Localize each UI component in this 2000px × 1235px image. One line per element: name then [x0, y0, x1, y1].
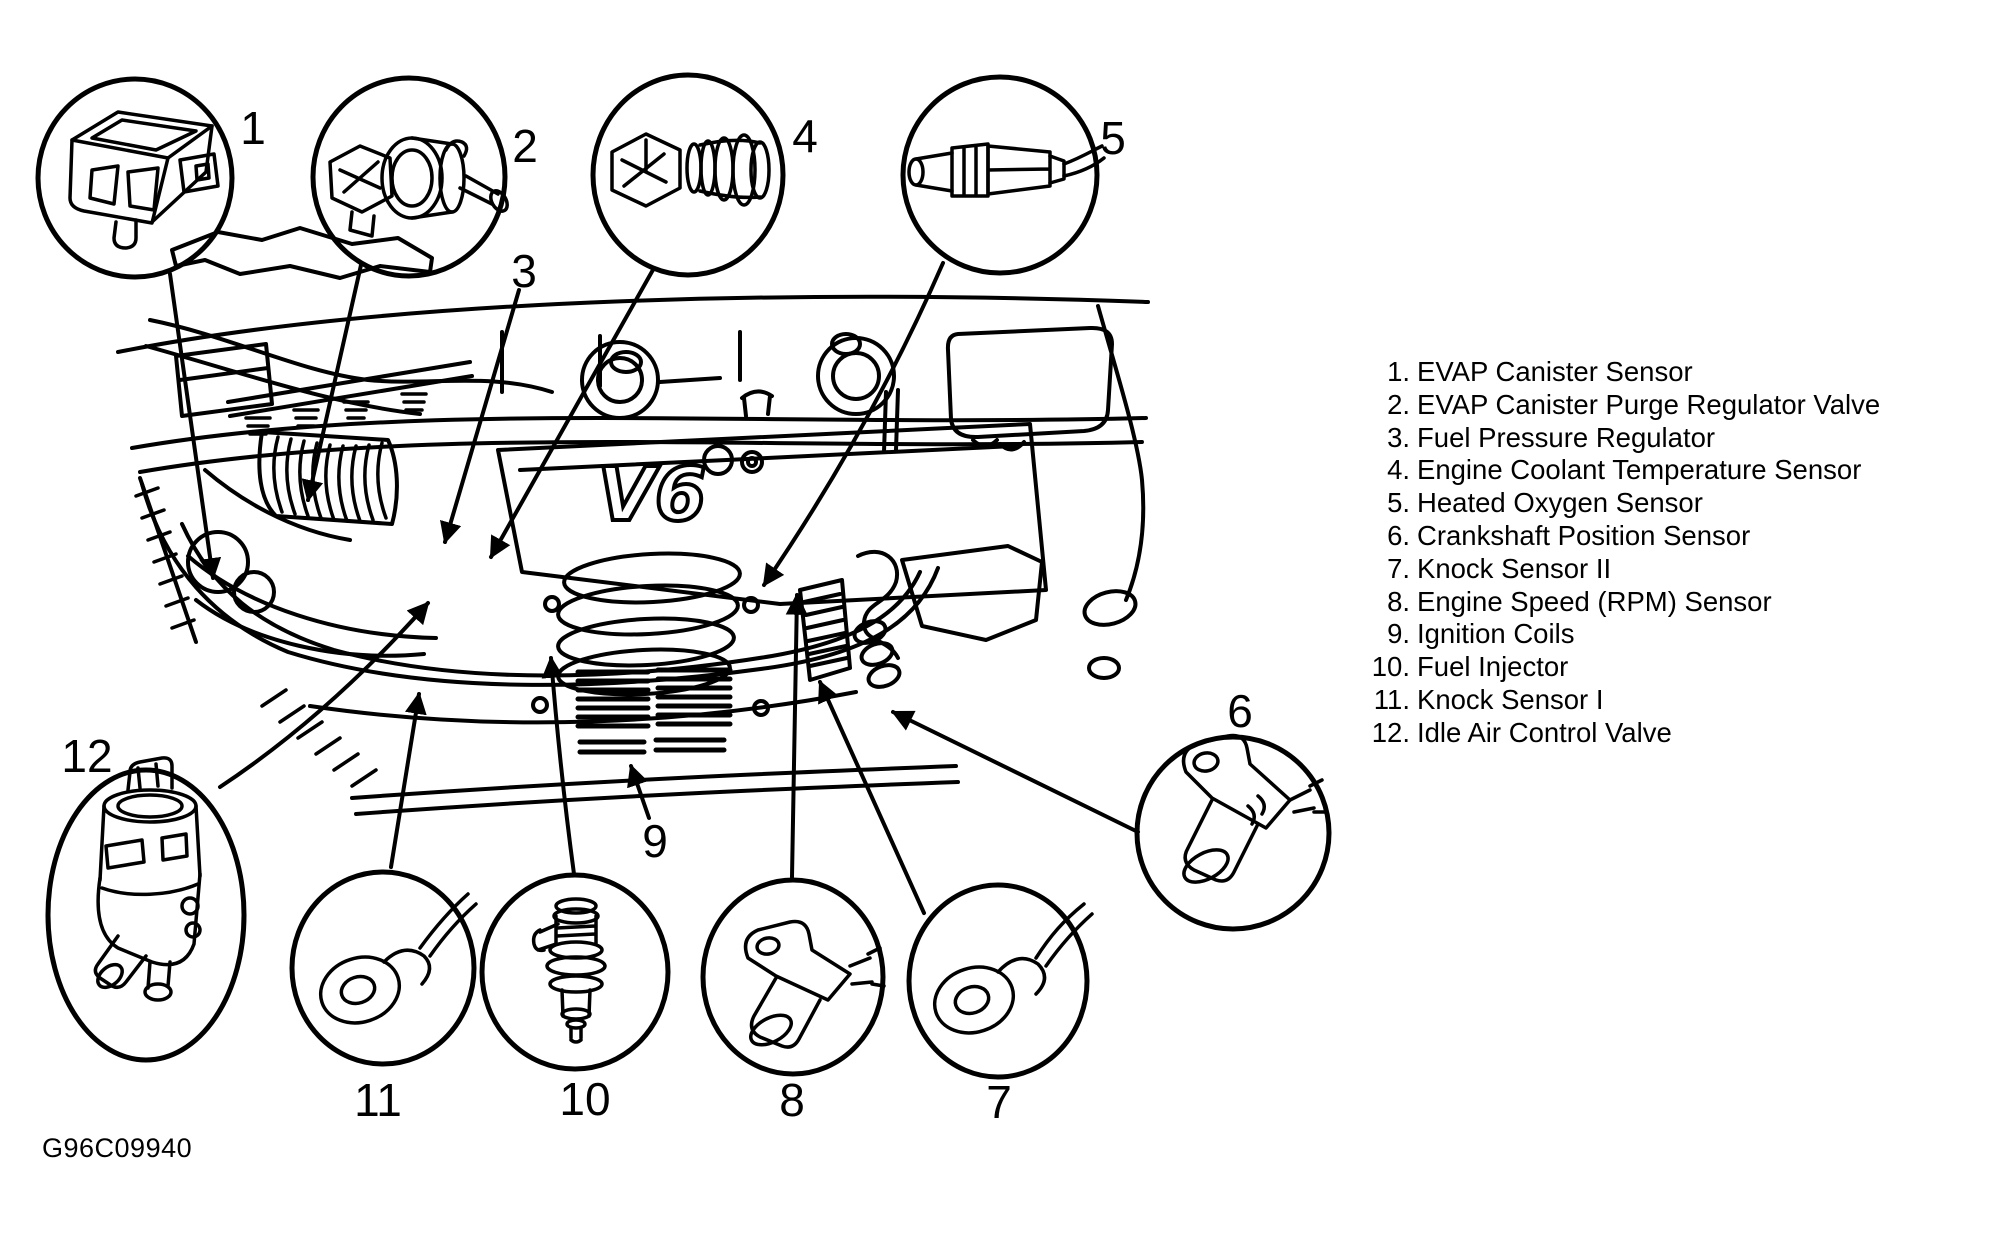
engine-cover-ridge	[520, 446, 1014, 470]
intake-boot-ribs	[274, 437, 386, 521]
leader-line-11	[391, 694, 419, 867]
knock-sensor-2-sketch	[926, 904, 1092, 1043]
sketch-line	[988, 146, 1050, 194]
sketch-line	[106, 834, 187, 868]
sketch-line	[554, 909, 598, 923]
callout-number-10: 10	[559, 1073, 611, 1125]
sketch-line	[350, 212, 374, 236]
sketch-line	[952, 144, 988, 196]
evap-canister-sensor-sketch	[70, 112, 218, 248]
sketch-line	[145, 984, 171, 1000]
legend-item-label: Heated Oxygen Sensor	[1417, 487, 1703, 519]
callout-1-evap-canister-sensor	[38, 79, 232, 277]
sketch-line	[701, 141, 715, 195]
legend-item-number: 2.	[1387, 388, 1410, 420]
oil-cap	[611, 352, 641, 372]
leader-line-7	[820, 682, 924, 913]
right-body-edge	[1098, 306, 1143, 600]
lower-support-hatch	[262, 690, 376, 786]
cover-circle-small	[742, 452, 762, 472]
legend-item-label: EVAP Canister Sensor	[1417, 356, 1693, 387]
leader-line-10	[551, 658, 574, 874]
sketch-line	[180, 154, 218, 192]
callout-11-knock-sensor-1	[292, 872, 476, 1064]
idle-air-control-valve-sketch	[93, 758, 200, 1000]
legend-item-label: Engine Speed (RPM) Sensor	[1417, 585, 1772, 617]
legend-item-9	[1366, 618, 1966, 651]
sketch-line	[114, 220, 136, 248]
sketch-line	[926, 957, 1022, 1043]
sketch-line	[340, 162, 380, 192]
legend-item-number: 8.	[1387, 585, 1410, 617]
callout-circle-6	[1137, 737, 1329, 929]
legend-item-label: EVAP Canister Purge Regulator Valve	[1417, 388, 1881, 420]
legend-item-11	[1366, 684, 1966, 717]
callout-10-fuel-injector	[482, 875, 668, 1069]
callout-number-3: 3	[511, 245, 537, 297]
callout-circle-7	[909, 885, 1087, 1077]
legend-item-4	[1366, 454, 1966, 487]
intake-runner-1	[563, 549, 741, 606]
callout-number-6: 6	[1227, 685, 1253, 737]
sketch-line	[392, 150, 432, 206]
callout-circle-10	[482, 875, 668, 1069]
legend-item-number: 11.	[1373, 683, 1410, 715]
callout-number-5: 5	[1100, 112, 1126, 164]
sketch-line	[756, 936, 780, 956]
washer-filler-neck	[742, 391, 772, 416]
callout-8-engine-speed-sensor	[703, 880, 884, 1074]
legend-item-number: 1.	[1387, 356, 1410, 387]
callout-6-crankshaft-position-sensor	[1137, 736, 1329, 930]
right-bracket-hole-small	[1089, 658, 1119, 678]
legend-item-number: 12.	[1371, 716, 1410, 748]
sketch-line	[312, 947, 408, 1033]
cover-circle-small-center	[748, 458, 756, 466]
sketch-line	[715, 138, 733, 200]
figure-code: G96C09940	[42, 1133, 193, 1163]
legend-item-label: Fuel Injector	[1417, 651, 1569, 683]
sketch-line	[338, 972, 378, 1007]
legend-item-12	[1366, 717, 1966, 750]
legend-item-1	[1366, 356, 1966, 389]
sketch-line	[567, 1020, 585, 1028]
legend-item-label: Ignition Coils	[1417, 618, 1575, 650]
sketch-line	[952, 982, 992, 1017]
legend-item-number: 7.	[1387, 552, 1410, 584]
coil-grille-strips	[580, 740, 724, 752]
sketch-line	[186, 923, 200, 937]
legend-item-number: 6.	[1387, 519, 1410, 551]
legend-item-number: 10.	[1371, 651, 1410, 683]
oxygen-sensor-sketch	[909, 144, 1104, 196]
fuel-injector-sketch	[534, 899, 605, 1042]
sketch-line	[622, 140, 666, 186]
leader-line-8	[792, 595, 797, 877]
sketch-line	[752, 978, 820, 1047]
sketch-line	[1193, 751, 1220, 773]
engine-cover-v6-text: V6	[597, 452, 707, 538]
sketch-line	[909, 159, 923, 185]
legend-item-label: Knock Sensor I	[1417, 683, 1604, 715]
leader-line-9	[631, 766, 649, 818]
sketch-line	[746, 922, 850, 1001]
sketch-line	[550, 976, 602, 992]
callout-circle-11	[292, 872, 474, 1064]
callout-number-8: 8	[779, 1074, 805, 1126]
callout-number-7: 7	[986, 1076, 1012, 1128]
engine-cover-outline	[498, 424, 1046, 604]
strut-tower-inner	[833, 353, 879, 399]
legend-item-8	[1366, 586, 1966, 619]
legend-item-number: 9.	[1387, 618, 1410, 650]
callout-12-idle-air-control-valve	[48, 758, 244, 1060]
callout-number-11: 11	[354, 1074, 402, 1126]
legend-item-10	[1366, 651, 1966, 684]
legend-item-5	[1366, 487, 1966, 520]
callout-7-knock-sensor-2	[909, 885, 1092, 1077]
legend-item-label: Crankshaft Position Sensor	[1417, 519, 1751, 551]
legend	[1366, 356, 1966, 750]
sketch-line	[1184, 736, 1290, 829]
sketch-line	[562, 1009, 590, 1019]
knock-sensor-1-sketch	[312, 894, 476, 1033]
sketch-line	[118, 795, 182, 817]
legend-item-number: 4.	[1387, 454, 1410, 486]
oil-cap-boss-inner	[598, 358, 642, 402]
sketch-line	[487, 188, 510, 214]
callout-number-1: 1	[240, 102, 266, 154]
sketch-line	[687, 144, 701, 192]
legend-item-label: Idle Air Control Valve	[1417, 716, 1672, 748]
crankshaft-position-sensor-sketch	[1179, 736, 1326, 889]
leader-line-1	[170, 274, 213, 578]
callout-number-2: 2	[512, 120, 538, 172]
legend-item-2	[1366, 389, 1966, 422]
legend-item-3	[1366, 422, 1966, 455]
leader-line-6	[893, 712, 1138, 832]
sketch-line	[90, 166, 158, 210]
right-grille-slant	[800, 580, 850, 680]
legend-item-label: Knock Sensor II	[1417, 552, 1612, 584]
engine-bay-hoses	[188, 470, 436, 656]
sketch-line	[1050, 156, 1064, 183]
coolant-temp-sensor-sketch	[612, 134, 769, 206]
sketch-line	[102, 884, 198, 894]
callout-numbers	[61, 102, 1252, 1128]
callout-circle-12	[48, 770, 244, 1060]
legend-item-number: 3.	[1387, 421, 1410, 453]
legend-item-label: Fuel Pressure Regulator	[1417, 421, 1716, 453]
legend-item-number: 5.	[1387, 487, 1410, 519]
callout-number-4: 4	[792, 110, 818, 162]
legend-item-label: Engine Coolant Temperature Sensor	[1417, 454, 1862, 486]
legend-item-7	[1366, 553, 1966, 586]
engine-speed-sensor-sketch	[746, 922, 884, 1051]
callout-number-12: 12	[61, 730, 113, 782]
leader-line-5	[764, 263, 943, 585]
callout-4-coolant-temp-sensor	[593, 75, 783, 275]
legend-item-6	[1366, 520, 1966, 553]
callout-5-oxygen-sensor	[903, 77, 1104, 273]
evap-purge-valve-sketch	[330, 138, 511, 236]
callout-number-9: 9	[642, 815, 668, 867]
sketch-line	[571, 1028, 581, 1042]
